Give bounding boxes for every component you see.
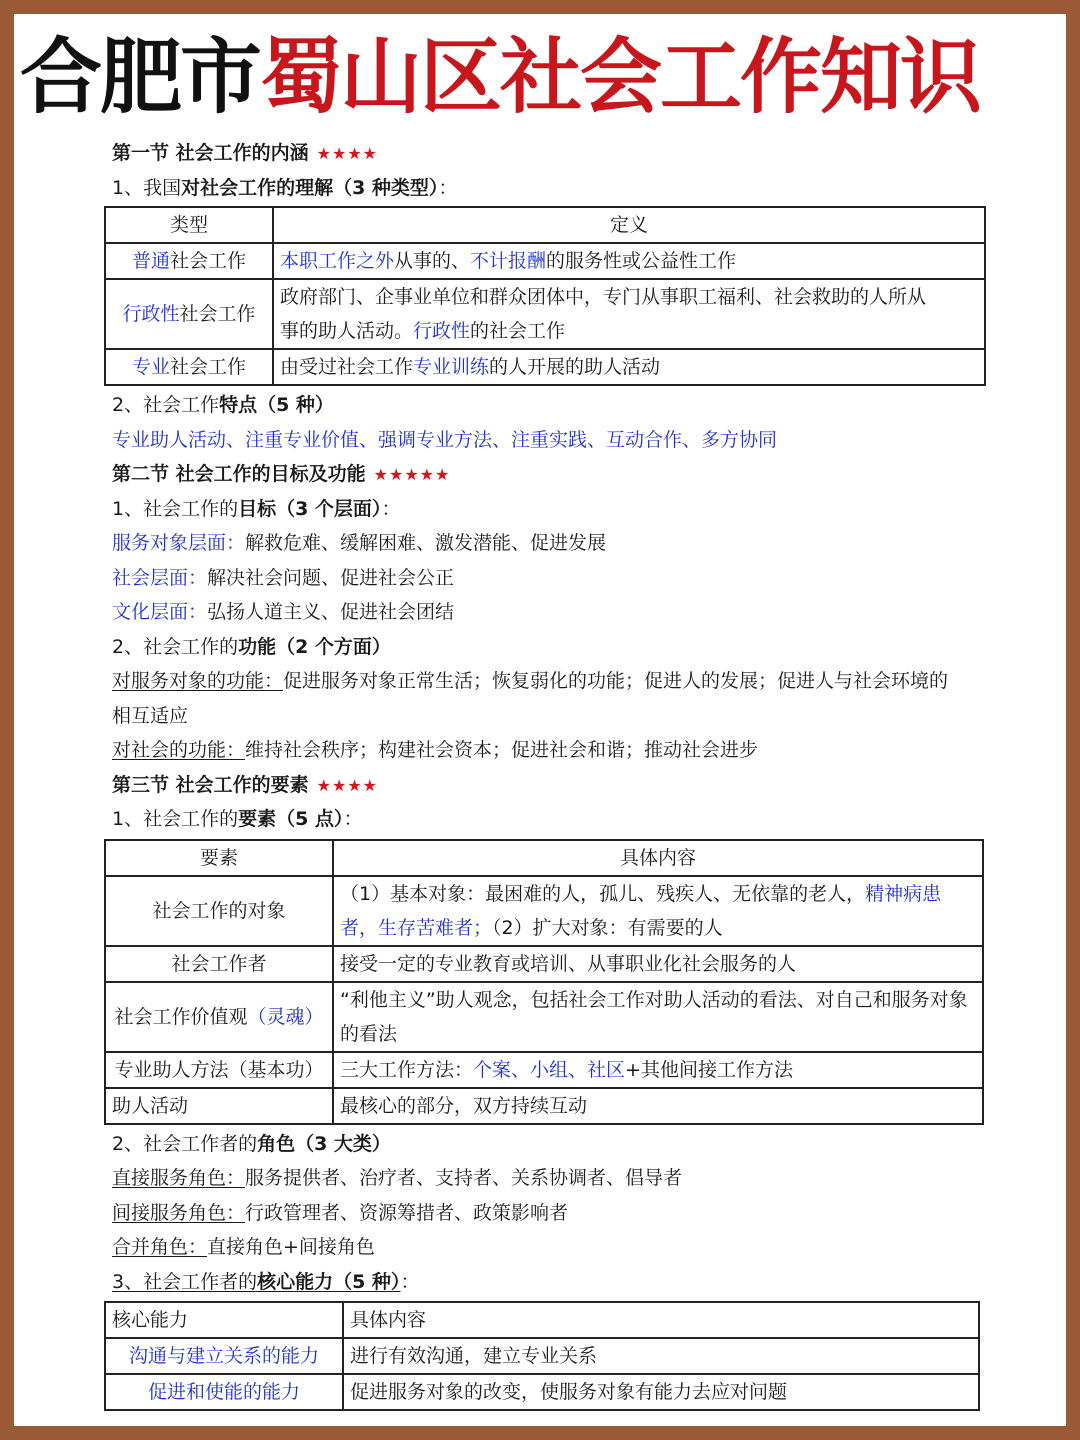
- element-cell: 专业助人方法（基本功）: [105, 1052, 333, 1088]
- type-cell: 专业社会工作: [105, 349, 273, 385]
- goal-item: 社会层面：解决社会问题、促进社会公正: [112, 566, 455, 589]
- table-row: [105, 1374, 979, 1410]
- features-list: 专业助人活动、注重专业价值、强调专业方法、注重实践、互动合作、多方协同: [112, 428, 778, 451]
- document-body: [112, 136, 1012, 1413]
- core-abilities-table: [104, 1301, 980, 1411]
- element-cell: 助人活动: [105, 1088, 333, 1124]
- function-item-continued: 相互适应: [112, 704, 189, 727]
- content-cell: 接受一定的专业教育或培训、从事职业化社会服务的人: [333, 946, 983, 982]
- element-cell: 社会工作的对象: [105, 876, 333, 946]
- table-header-row: [105, 840, 983, 876]
- role-item: 直接服务角色：服务提供者、治疗者、支持者、关系协调者、倡导者: [112, 1167, 683, 1189]
- definition-cell: 由受过社会工作专业训练的人开展的助人活动: [273, 349, 985, 385]
- header-definition: 定义: [273, 207, 985, 243]
- title-subject: 蜀山区社会工作知识: [260, 30, 981, 125]
- content-cell: 进行有效沟通，建立专业关系: [343, 1338, 979, 1374]
- table-row: [105, 349, 985, 385]
- table-row: [105, 279, 985, 349]
- role-item: 间接服务角色：行政管理者、资源筹措者、政策影响者: [112, 1201, 569, 1224]
- section-2-question-2: 2、社会工作的功能（2 个方面）: [112, 635, 391, 658]
- section-3-stars: ★★★★: [316, 775, 378, 795]
- header-ability: 核心能力: [105, 1302, 343, 1338]
- table-row: [105, 1052, 983, 1088]
- table-row: [105, 946, 983, 982]
- table-row: [105, 876, 983, 946]
- table-row: [105, 1088, 983, 1124]
- q1-bold: 对社会工作的理解（3 种类型）: [181, 176, 439, 199]
- ability-cell: 沟通与建立关系的能力: [105, 1338, 343, 1374]
- element-cell: 社会工作者: [105, 946, 333, 982]
- page-title: [20, 28, 1060, 128]
- section-2-heading: [112, 457, 1012, 492]
- q1-prefix: 1、我国: [112, 176, 182, 199]
- type-cell: 行政性社会工作: [105, 279, 273, 349]
- section-3-title: 第三节 社会工作的要素: [112, 773, 309, 796]
- section-1-stars: ★★★★: [316, 144, 378, 163]
- table-header-row: [105, 207, 985, 243]
- section-2-title: 第二节 社会工作的目标及功能: [112, 463, 366, 485]
- section-3-question-3: 3、社会工作者的核心能力（5 种）：: [112, 1270, 420, 1293]
- element-cell: 社会工作价值观（灵魂）: [105, 982, 333, 1052]
- header-element: 要素: [105, 840, 333, 876]
- header-type: 类型: [105, 207, 273, 243]
- section-2-stars: ★★★★★: [373, 465, 451, 484]
- goal-item: 服务对象层面：解救危难、缓解困难、激发潜能、促进发展: [112, 532, 607, 554]
- section-1-question-2: 2、社会工作特点（5 种）: [112, 394, 334, 416]
- type-cell: 普通社会工作: [105, 243, 273, 279]
- function-item: 对社会的功能：维持社会秩序；构建社会资本；促进社会和谐；推动社会进步: [112, 739, 759, 761]
- role-item: 合并角色：直接角色+间接角色: [112, 1236, 375, 1258]
- elements-table: [104, 839, 984, 1125]
- content-cell: “利他主义”助人观念，包括社会工作对助人活动的看法、对自己和服务对象的看法: [333, 982, 983, 1052]
- social-work-types-table: [104, 206, 986, 386]
- title-city: 合肥市: [20, 30, 261, 125]
- section-1-title: 第一节 社会工作的内涵: [112, 142, 309, 164]
- content-cell: （1）基本对象：最困难的人，孤儿、残疾人、无依靠的老人，精神病患 者，生存苦难者；（2）扩大对象：有需要的人: [333, 876, 983, 946]
- content-cell: 三大工作方法：个案、小组、社区+其他间接工作方法: [333, 1052, 983, 1088]
- table-row: [105, 1338, 979, 1374]
- section-1-heading: [112, 136, 1012, 171]
- definition-cell: 本职工作之外从事的、不计报酬的服务性或公益性工作: [273, 243, 985, 279]
- section-3-question-1: 1、社会工作的要素（5 点）：: [112, 808, 363, 830]
- content-cell: 最核心的部分，双方持续互动: [333, 1088, 983, 1124]
- table-row: [105, 982, 983, 1052]
- header-content: 具体内容: [343, 1302, 979, 1338]
- table-row: [105, 243, 985, 279]
- page-sheet: [14, 14, 1066, 1426]
- definition-cell: 政府部门、企事业单位和群众团体中，专门从事职工福利、社会救助的人所从 事的助人活动。行政性的社会工作: [273, 279, 985, 349]
- section-1-question-1: [112, 171, 1012, 206]
- content-cell: 促进服务对象的改变，使服务对象有能力去应对问题: [343, 1374, 979, 1410]
- table-header-row: [105, 1302, 979, 1338]
- header-content: 具体内容: [333, 840, 983, 876]
- ability-cell: 促进和使能的能力: [105, 1374, 343, 1410]
- function-item: 对服务对象的功能：促进服务对象正常生活；恢复弱化的功能；促进人的发展；促进人与社会环境的: [112, 670, 949, 692]
- goal-item: 文化层面：弘扬人道主义、促进社会团结: [112, 601, 455, 623]
- q1-suffix: ：: [438, 176, 458, 199]
- section-2-question-1: 1、社会工作的目标（3 个层面）：: [112, 497, 401, 520]
- section-3-heading: [112, 768, 1012, 803]
- section-3-question-2: 2、社会工作者的角色（3 大类）: [112, 1132, 391, 1155]
